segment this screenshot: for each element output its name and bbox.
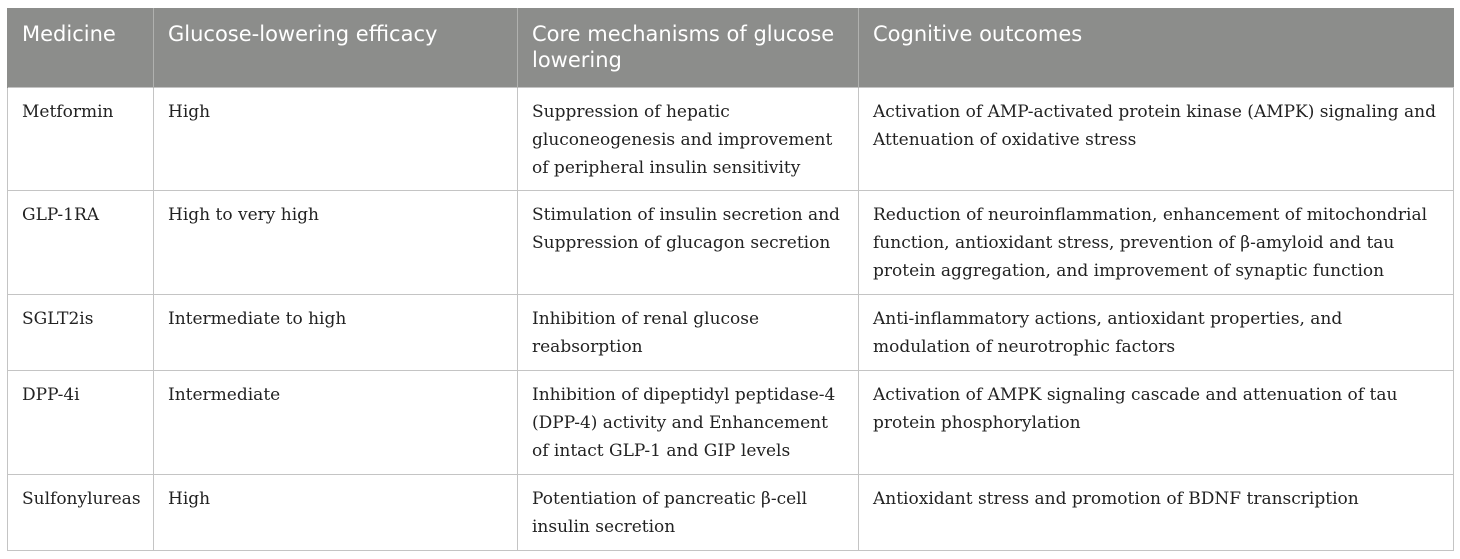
cell-mechanism: Inhibition of renal glucose reabsorption <box>518 295 859 371</box>
cell-efficacy: High <box>154 475 518 551</box>
cell-efficacy: High <box>154 88 518 191</box>
cell-medicine: Metformin <box>8 88 154 191</box>
table-row <box>8 88 1454 191</box>
table-header <box>8 8 1454 88</box>
cell-mechanism: Stimulation of insulin secretion and Suppression of glucagon secretion <box>518 191 859 295</box>
header-core-mechanisms: Core mechanisms of glucose lowering <box>518 8 859 88</box>
header-cognitive-outcomes: Cognitive outcomes <box>859 8 1454 88</box>
cell-medicine: SGLT2is <box>8 295 154 371</box>
cell-medicine: Sulfonylureas <box>8 475 154 551</box>
table-row <box>8 295 1454 371</box>
table-row <box>8 475 1454 551</box>
cell-mechanism: Suppression of hepatic gluconeogenesis and improvement of peripheral insulin sensitivity <box>518 88 859 191</box>
cell-outcome: Activation of AMP-activated protein kinase (AMPK) signaling and Attenuation of oxidative stress <box>859 88 1454 191</box>
table-row <box>8 371 1454 475</box>
cell-mechanism: Inhibition of dipeptidyl peptidase-4 (DPP-4) activity and Enhancement of intact GLP-1 and GIP levels <box>518 371 859 475</box>
medicine-comparison-table-wrapper <box>7 8 1453 551</box>
header-medicine: Medicine <box>8 8 154 88</box>
medicine-comparison-table <box>7 8 1454 551</box>
cell-outcome: Antioxidant stress and promotion of BDNF transcription <box>859 475 1454 551</box>
table-row <box>8 191 1454 295</box>
cell-efficacy: Intermediate <box>154 371 518 475</box>
cell-mechanism: Potentiation of pancreatic β-cell insulin secretion <box>518 475 859 551</box>
cell-efficacy: High to very high <box>154 191 518 295</box>
table-body <box>8 88 1454 551</box>
cell-outcome: Reduction of neuroinflammation, enhancement of mitochondrial function, antioxidant stress, prevention of β-amyloid and tau protein aggregation, and improvement of synaptic function <box>859 191 1454 295</box>
cell-outcome: Activation of AMPK signaling cascade and attenuation of tau protein phosphorylation <box>859 371 1454 475</box>
header-glucose-lowering-efficacy: Glucose-lowering efficacy <box>154 8 518 88</box>
cell-efficacy: Intermediate to high <box>154 295 518 371</box>
header-row <box>8 8 1454 88</box>
cell-medicine: GLP-1RA <box>8 191 154 295</box>
cell-outcome: Anti-inflammatory actions, antioxidant properties, and modulation of neurotrophic factors <box>859 295 1454 371</box>
cell-medicine: DPP-4i <box>8 371 154 475</box>
